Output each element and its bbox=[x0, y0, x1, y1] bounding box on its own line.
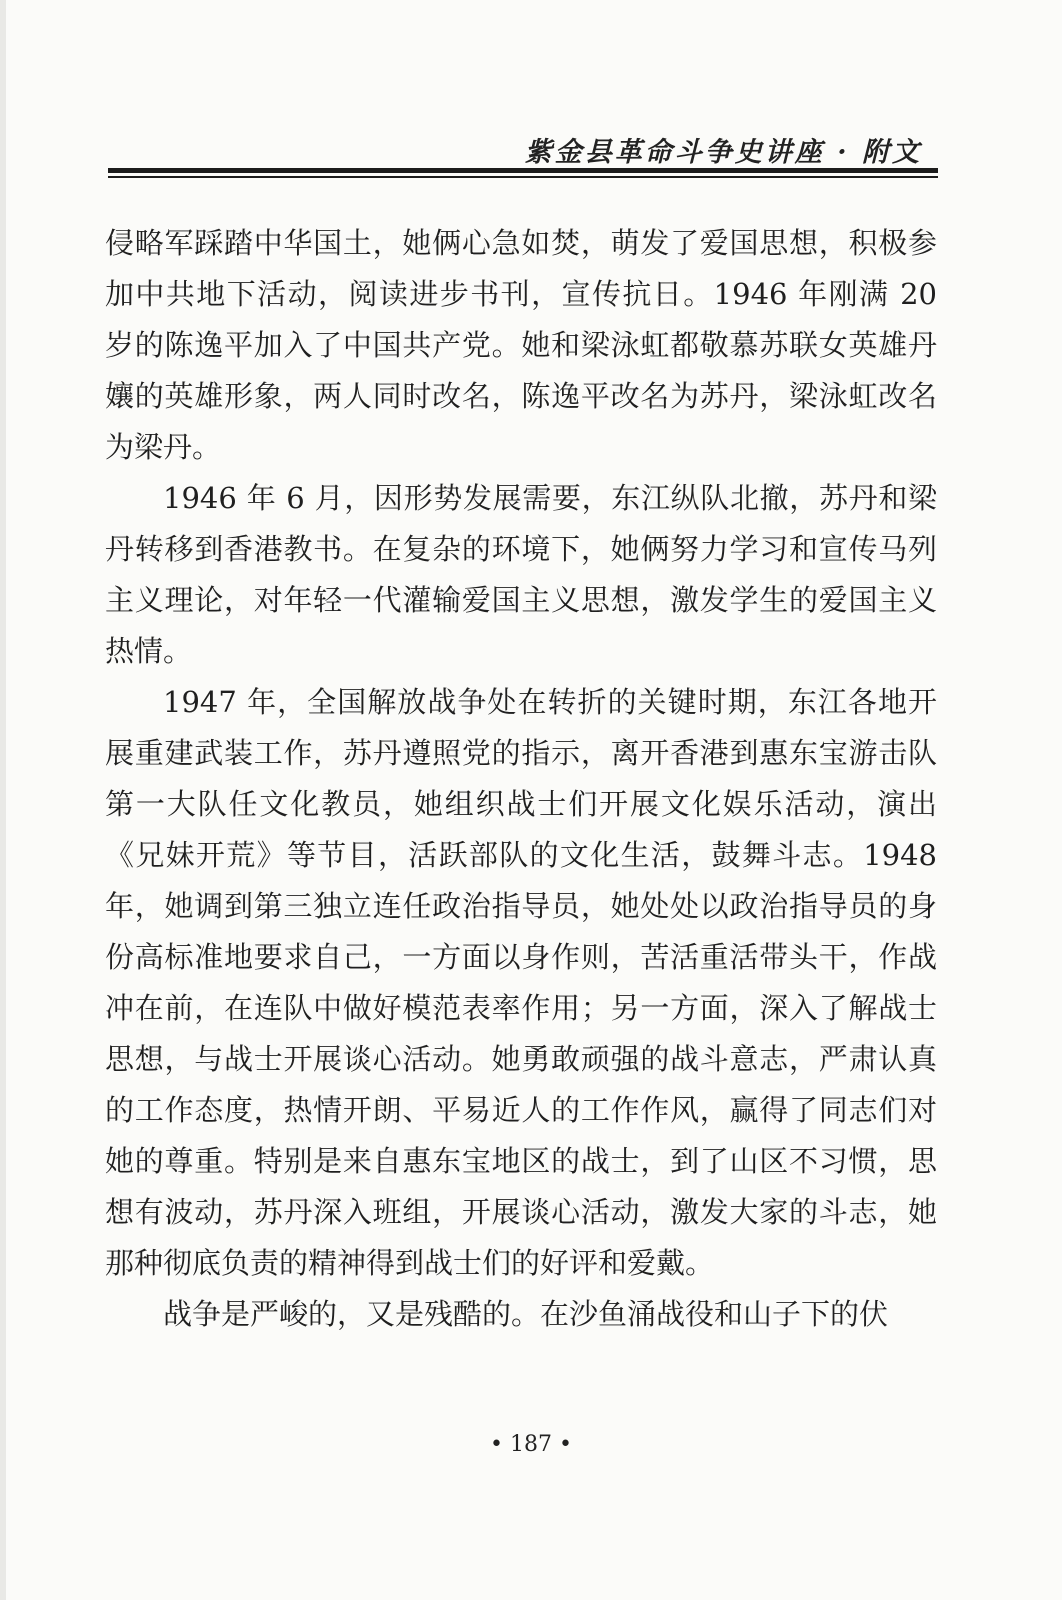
scan-edge bbox=[0, 0, 6, 1600]
header-rule bbox=[108, 168, 938, 173]
paragraph-2: 1946 年 6 月，因形势发展需要，东江纵队北撤，苏丹和梁丹转移到香港教书。在复杂的环境下，她俩努力学习和宣传马列主义理论，对年轻一代灌输爱国主义思想，激发学生的爱国主义热情。 bbox=[105, 481, 937, 668]
paragraph-1: 侵略军踩踏中华国土，她俩心急如焚，萌发了爱国思想，积极参加中共地下活动，阅读进步书刊，宣传抗日。1946 年刚满 20 岁的陈逸平加入了中国共产党。她和梁泳虹都敬慕苏联女英雄丹孃的英雄形象，两人同时改名，陈逸平改名为苏丹，梁泳虹改名为梁丹。 bbox=[105, 226, 937, 464]
paragraph-3: 1947 年，全国解放战争处在转折的关键时期，东江各地开展重建武装工作，苏丹遵照党的指示，离开香港到惠东宝游击队第一大队任文化教员，她组织战士们开展文化娱乐活动，演出《兄妹开荒》等节目，活跃部队的文化生活，鼓舞斗志。1948 年，她调到第三独立连任政治指导员，她处处以政治指导员的身份高标准地要求自己，一方面以身作则，苦活重活带头干，作战冲在前，在连队中做好模范表率作用；另一方面，深入了解战士思想，与战士开展谈心活动。她勇敢顽强的战斗意志，严肃认真的工作态度，热情开朗、平易近人的工作作风，赢得了同志们对她的尊重。特别是来自惠东宝地区的战士，到了山区不习惯，思想有波动，苏丹深入班组，开展谈心活动，激发大家的斗志，她那种彻底负责的精神得到战士们的好评和爱戴。 bbox=[105, 685, 937, 1280]
running-header-title: 紫金县革命斗争史讲座 · 附文 bbox=[524, 137, 922, 168]
page-number: • 187 • bbox=[490, 1432, 572, 1457]
header-rule-thin bbox=[108, 176, 938, 178]
paragraph-4: 战争是严峻的，又是残酷的。在沙鱼涌战役和山子下的伏 bbox=[163, 1297, 889, 1331]
body-text bbox=[105, 218, 937, 1340]
